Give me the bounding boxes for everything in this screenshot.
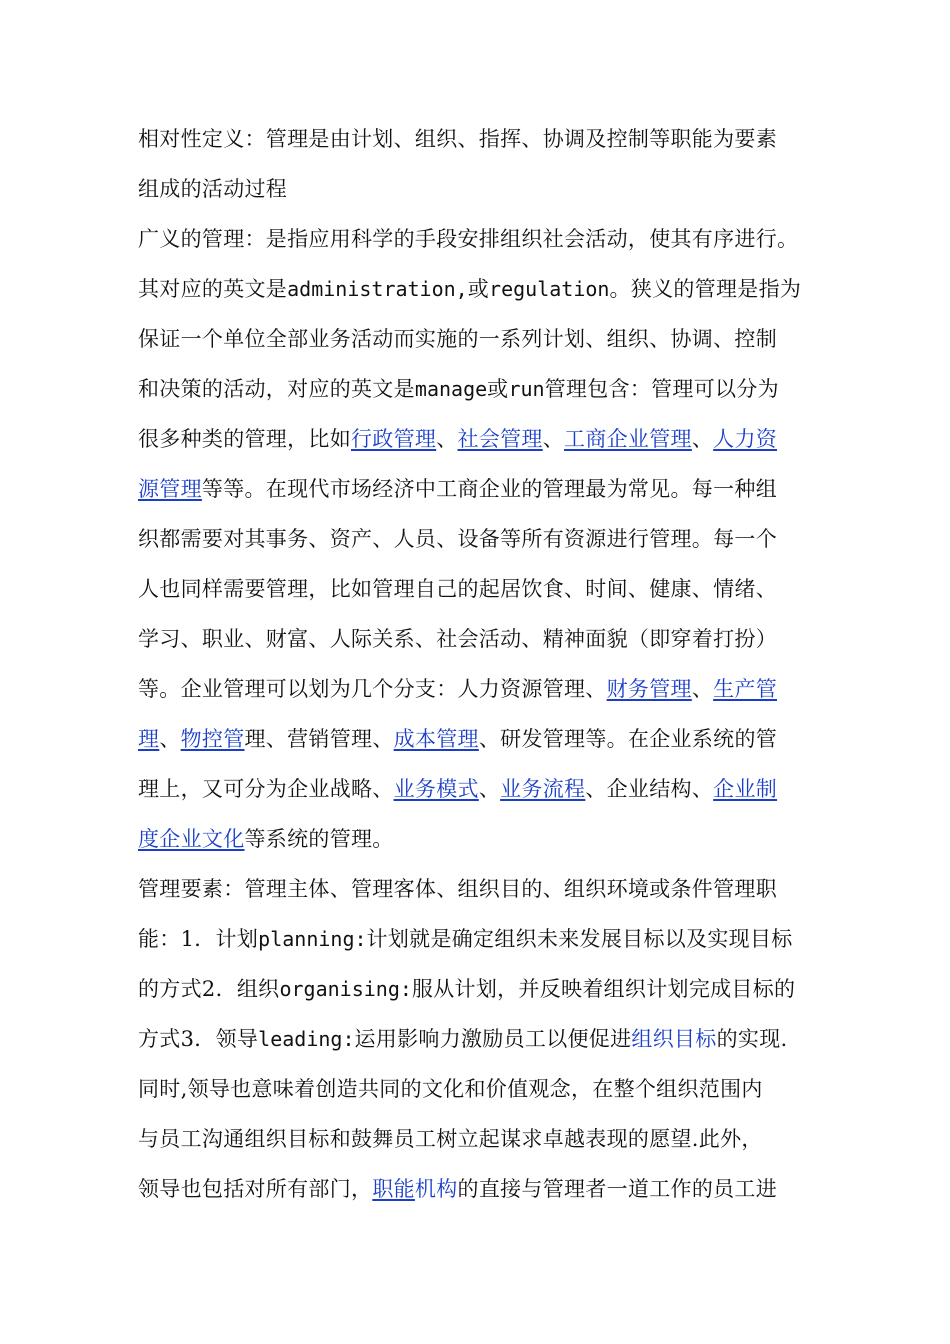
link-business-process[interactable]: 业务流程 (500, 777, 586, 801)
text-span: 3．领导 (180, 1027, 259, 1051)
text-line (138, 474, 828, 504)
text-span: 的直接与管理者一道工作的员工进 (457, 1177, 778, 1201)
text-line (138, 1124, 828, 1154)
text-line (138, 324, 828, 354)
text-span: 2．组织 (201, 977, 280, 1001)
link-material-control[interactable]: 物控管 (180, 727, 245, 751)
text-line (138, 174, 828, 204)
text-span: 织都需要对其事务、资产、人员、设备等所有资源进行管理。每一个 (138, 527, 777, 551)
text-span: 能：1．计划 (138, 927, 259, 951)
text-span: 或 (487, 377, 509, 401)
text-line (138, 424, 828, 454)
text-span: 管理包含：管理可以分为 (544, 377, 779, 401)
text-span: 的实现. (716, 1027, 788, 1051)
highlighted-term: 机构 (414, 1177, 458, 1201)
link-production-management-cont[interactable]: 理 (138, 727, 160, 751)
text-span: 和决策的活动，对应的英文是 (138, 377, 415, 401)
english-term: organising: (279, 977, 412, 1001)
english-term: regulation (489, 277, 610, 301)
text-span: 理上，又可分为企业战略、 (138, 777, 394, 801)
text-line (138, 574, 828, 604)
text-line (138, 924, 828, 954)
link-functional[interactable]: 职能 (372, 1177, 415, 1201)
text-line (138, 874, 828, 904)
text-span: 、 (159, 727, 181, 751)
text-span: 、 (436, 427, 458, 451)
english-term: run (508, 377, 545, 401)
link-production-management[interactable]: 生产管 (713, 677, 778, 701)
text-line (138, 824, 828, 854)
link-human-resources-cont[interactable]: 源管理 (138, 477, 202, 501)
link-financial-management[interactable]: 财务管理 (606, 677, 692, 701)
text-span: 、 (478, 777, 501, 801)
text-span: 、研发管理等。在企业系统的管 (478, 727, 778, 751)
highlighted-term: 组织目标 (631, 1027, 717, 1051)
text-span: 或 (467, 277, 490, 301)
text-span: 等等。在现代市场经济中工商企业的管理最为常见。每一种组 (201, 477, 778, 501)
text-span: 计划就是确定组织未来发展目标以及实现目标 (366, 927, 793, 951)
text-span: 人也同样需要管理，比如管理自己的起居饮食、时间、健康、情绪、 (138, 577, 777, 601)
text-line (138, 1174, 828, 1204)
text-span: 保证一个单位全部业务活动而实施的一系列计划、组织、协调、控制 (138, 327, 777, 351)
text-span: 等系统的管理。 (244, 827, 394, 851)
link-enterprise-system[interactable]: 企业制 (713, 777, 778, 801)
english-term: manage (414, 377, 488, 401)
text-span: 很多种类的管理，比如 (138, 427, 351, 451)
link-business-model[interactable]: 业务模式 (393, 777, 479, 801)
link-human-resources[interactable]: 人力资 (713, 427, 778, 451)
text-span: 方式 (138, 1027, 181, 1051)
link-business-management[interactable]: 工商企业管理 (564, 427, 692, 451)
text-line (138, 624, 828, 654)
link-administrative-management[interactable]: 行政管理 (351, 427, 437, 451)
english-term: administration, (287, 277, 468, 301)
text-line (138, 1024, 828, 1054)
text-span: 。狭义的管理是指为 (609, 277, 802, 301)
text-line (138, 724, 828, 754)
text-line (138, 274, 828, 304)
text-span: 等。企业管理可以划为几个分支：人力资源管理、 (138, 677, 607, 701)
text-span: 广义的管理：是指应用科学的手段安排组织社会活动，使其有序进行。 (138, 227, 799, 251)
text-span: 、 (691, 677, 714, 701)
text-line (138, 124, 828, 154)
text-span: 的方式 (138, 977, 202, 1001)
text-line (138, 674, 828, 704)
text-line (138, 974, 828, 1004)
text-span: 领导也包括对所有部门， (138, 1177, 373, 1201)
text-span: 、 (691, 427, 714, 451)
text-span: 组成的活动过程 (138, 177, 288, 201)
text-span: 同时,领导也意味着创造共同的文化和价值观念，在整个组织范围内 (138, 1077, 763, 1101)
link-enterprise-culture[interactable]: 度企业文化 (138, 827, 245, 851)
text-line (138, 524, 828, 554)
text-line (138, 774, 828, 804)
text-span: 其对应的英文是 (138, 277, 288, 301)
english-term: planning: (258, 927, 367, 951)
link-cost-management[interactable]: 成本管理 (393, 727, 479, 751)
text-span: 理、营销管理、 (244, 727, 394, 751)
text-span: 管理要素：管理主体、管理客体、组织目的、组织环境或条件管理职 (138, 877, 777, 901)
text-line (138, 1074, 828, 1104)
text-span: 相对性定义：管理是由计划、组织、指挥、协调及控制等职能为要素 (138, 127, 777, 151)
text-span: 运用影响力激励员工以便促进 (354, 1027, 632, 1051)
text-span: 与员工沟通组织目标和鼓舞员工树立起谋求卓越表现的愿望.此外， (138, 1127, 763, 1151)
text-span: 、 (542, 427, 565, 451)
link-social-management[interactable]: 社会管理 (457, 427, 543, 451)
text-line (138, 374, 828, 404)
english-term: leading: (258, 1027, 355, 1051)
text-span: 学习、职业、财富、人际关系、社会活动、精神面貌（即穿着打扮） (138, 627, 777, 651)
text-span: 服从计划，并反映着组织计划完成目标的 (411, 977, 796, 1001)
text-line (138, 224, 828, 254)
text-span: 、企业结构、 (585, 777, 714, 801)
